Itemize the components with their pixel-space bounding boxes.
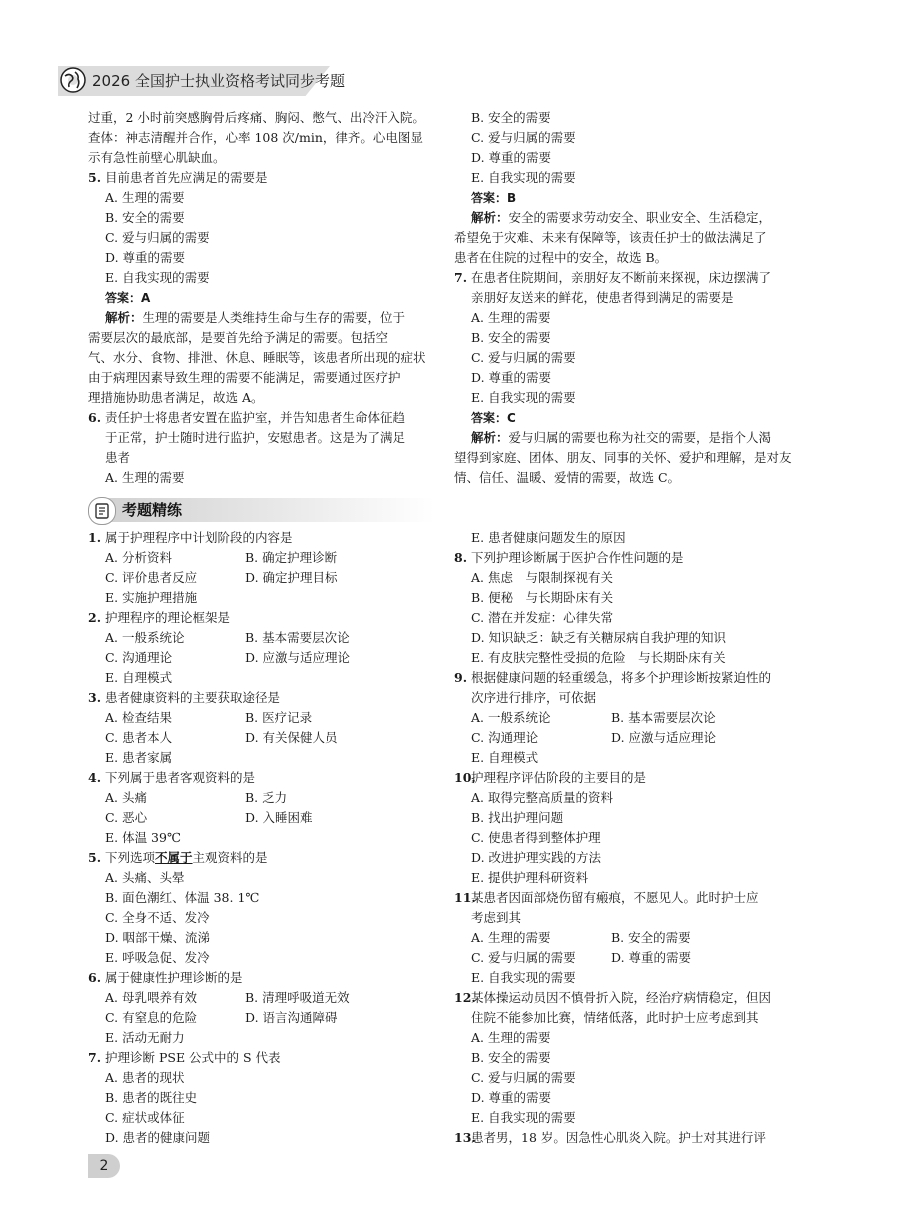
- option-row: [454, 928, 802, 948]
- option-row: [454, 948, 802, 968]
- practice-question-5: [88, 848, 436, 868]
- option: A. 头痛、头晕: [105, 870, 185, 885]
- option: E. 有皮肤完整性受损的危险 与长期卧床有关: [471, 650, 726, 665]
- option: A. 生理的需要: [471, 1030, 551, 1045]
- option: B. 基本需要层次论: [245, 630, 350, 645]
- question-stem: 属于健康性护理诊断的是: [105, 970, 243, 985]
- practice-question-9: [454, 668, 802, 688]
- explanation-line: 情、信任、温暖、爱情的需要，故选 C。: [454, 470, 681, 485]
- option: A. 一般系统论: [105, 630, 185, 645]
- question-number: 9.: [454, 670, 468, 685]
- option: C. 恶心: [105, 810, 148, 825]
- option: A. 生理的需要: [105, 470, 185, 485]
- option: B. 安全的需要: [471, 330, 551, 345]
- option: D. 改进护理实践的方法: [471, 850, 602, 865]
- option: E. 自我实现的需要: [471, 390, 576, 405]
- practice-question-13: [454, 1128, 802, 1148]
- option-row: [88, 988, 436, 1008]
- explanation-line: 望得到家庭、团体、朋友、同事的关怀、爱护和理解，是对友: [454, 450, 792, 465]
- answer: 答案：A: [105, 291, 151, 305]
- option: B. 找出护理问题: [471, 810, 564, 825]
- question-6: [88, 408, 436, 428]
- option: C. 患者本人: [105, 730, 173, 745]
- option: D. 尊重的需要: [471, 370, 552, 385]
- question-number: 7.: [88, 1050, 102, 1065]
- practice-left-column: [88, 528, 436, 1148]
- option: B. 安全的需要: [105, 210, 185, 225]
- option: E. 体温 39℃: [105, 830, 181, 845]
- intro-line: 过重，2 小时前突感胸骨后疼痛、胸闷、憋气、出冷汗入院。: [88, 110, 425, 125]
- option: D. 有关保健人员: [245, 730, 338, 745]
- option: C. 评价患者反应: [105, 570, 198, 585]
- question-stem: 护理诊断 PSE 公式中的 S 代表: [105, 1050, 281, 1065]
- question-number: 3.: [88, 690, 102, 705]
- explanation-line: 理措施协助患者满足，故选 A。: [88, 390, 264, 405]
- question-number: 6.: [88, 970, 102, 985]
- question-stem-line: 考虑到其: [471, 910, 522, 925]
- explanation-label: 解析：: [471, 210, 509, 225]
- practice-question-8: [454, 548, 802, 568]
- explanation-line: 生理的需要是人类维持生命与生存的需要，位于: [142, 310, 406, 325]
- option: D. 应激与适应理论: [611, 730, 717, 745]
- option: C. 爱与归属的需要: [471, 130, 576, 145]
- top-left-column: [88, 108, 436, 488]
- question-number: 11.: [454, 890, 476, 905]
- option: C. 症状或体征: [105, 1110, 185, 1125]
- option: E. 自理模式: [105, 670, 173, 685]
- option: E. 自我实现的需要: [471, 1110, 576, 1125]
- option: B. 面色潮红、体温 38. 1℃: [105, 890, 260, 905]
- option: D. 语言沟通障碍: [245, 1010, 338, 1025]
- option-row: [88, 648, 436, 668]
- option: C. 沟通理论: [471, 730, 539, 745]
- option: A. 头痛: [105, 790, 147, 805]
- page-number: 2: [88, 1154, 120, 1178]
- practice-question-2: [88, 608, 436, 628]
- question-stem: 下列选项: [105, 850, 156, 865]
- option-row: [88, 1008, 436, 1028]
- globe-logo-icon: [60, 67, 86, 93]
- explanation-line: 患者在住院的过程中的安全，故选 B。: [454, 250, 668, 265]
- option: C. 爱与归属的需要: [471, 350, 576, 365]
- question-stem: 主观资料的是: [192, 850, 268, 865]
- option: B. 患者的既往史: [105, 1090, 198, 1105]
- question-stem: 下列护理诊断属于医护合作性问题的是: [471, 550, 684, 565]
- option-row: [88, 708, 436, 728]
- option: D. 入睡困难: [245, 810, 313, 825]
- practice-question-4: [88, 768, 436, 788]
- option: E. 患者家属: [105, 750, 173, 765]
- question-stem-line: 住院不能参加比赛，情绪低落，此时护士应考虑到其: [471, 1010, 759, 1025]
- option: D. 尊重的需要: [471, 1090, 552, 1105]
- option: B. 清理呼吸道无效: [245, 990, 350, 1005]
- option: B. 安全的需要: [471, 110, 551, 125]
- option: A. 一般系统论: [471, 710, 551, 725]
- option: C. 有窒息的危险: [105, 1010, 198, 1025]
- intro-line: 示有急性前壁心肌缺血。: [88, 150, 226, 165]
- practice-question-11: [454, 888, 802, 908]
- option: E. 实施护理措施: [105, 590, 198, 605]
- option: A. 焦虑 与限制探视有关: [471, 570, 613, 585]
- option: A. 检查结果: [105, 710, 172, 725]
- option: C. 爱与归属的需要: [471, 1070, 576, 1085]
- option: C. 潜在并发症：心律失常: [471, 610, 614, 625]
- explanation-line: 希望免于灾难、未来有保障等，该责任护士的做法满足了: [454, 230, 767, 245]
- option: A. 母乳喂养有效: [105, 990, 197, 1005]
- option: E. 自我实现的需要: [471, 170, 576, 185]
- practice-question-6: [88, 968, 436, 988]
- option: D. 应激与适应理论: [245, 650, 351, 665]
- top-right-column: [454, 108, 802, 488]
- option: C. 爱与归属的需要: [471, 950, 576, 965]
- question-stem-line: 亲朋好友送来的鲜花，使患者得到满足的需要是: [471, 290, 734, 305]
- explanation: [454, 208, 802, 228]
- option: A. 患者的现状: [105, 1070, 185, 1085]
- option: E. 活动无耐力: [105, 1030, 185, 1045]
- option: B. 安全的需要: [471, 1050, 551, 1065]
- section-header: [88, 498, 434, 522]
- header-title: 2026 全国护士执业资格考试同步考题: [92, 72, 345, 90]
- option: D. 知识缺乏：缺乏有关糖尿病自我护理的知识: [471, 630, 727, 645]
- answer: 答案：C: [471, 411, 516, 425]
- question-stem: 某患者因面部烧伤留有瘢痕，不愿见人。此时护士应: [471, 890, 759, 905]
- question-number: 13.: [454, 1130, 476, 1145]
- option: E. 患者健康问题发生的原因: [471, 530, 626, 545]
- practice-right-column: [454, 528, 802, 1148]
- question-7: [454, 268, 802, 288]
- option: A. 生理的需要: [471, 310, 551, 325]
- question-stem: 下列属于患者客观资料的是: [105, 770, 256, 785]
- question-number: 6.: [88, 410, 102, 425]
- option: C. 全身不适、发冷: [105, 910, 210, 925]
- option: B. 基本需要层次论: [611, 710, 716, 725]
- emphasis-underline: 不属于: [155, 850, 193, 865]
- option: E. 呼吸急促、发冷: [105, 950, 210, 965]
- question-number: 7.: [454, 270, 468, 285]
- question-stem: 护理程序评估阶段的主要目的是: [471, 770, 647, 785]
- option: B. 乏力: [245, 790, 288, 805]
- explanation-line: 安全的需要求劳动安全、职业安全、生活稳定，: [508, 210, 772, 225]
- option-row: [88, 808, 436, 828]
- option: C. 使患者得到整体护理: [471, 830, 601, 845]
- question-stem-line: 患者: [105, 450, 131, 465]
- option-row: [454, 728, 802, 748]
- question-number: 1.: [88, 530, 102, 545]
- question-number: 5.: [88, 850, 102, 865]
- option: C. 爱与归属的需要: [105, 230, 210, 245]
- option: E. 自理模式: [471, 750, 539, 765]
- option: B. 便秘 与长期卧床有关: [471, 590, 614, 605]
- option: D. 患者的健康问题: [105, 1130, 211, 1145]
- option: D. 确定护理目标: [245, 570, 338, 585]
- option-row: [88, 788, 436, 808]
- option: A. 生理的需要: [105, 190, 185, 205]
- option: E. 自我实现的需要: [471, 970, 576, 985]
- notebook-icon: [88, 497, 116, 525]
- explanation: [88, 308, 436, 328]
- explanation-line: 由于病理因素导致生理的需要不能满足，需要通过医疗护: [88, 370, 401, 385]
- question-stem: 目前患者首先应满足的需要是: [105, 170, 268, 185]
- question-stem: 患者健康资料的主要获取途径是: [105, 690, 281, 705]
- question-stem: 根据健康问题的轻重缓急，将多个护理诊断按紧迫性的: [471, 670, 772, 685]
- question-stem: 患者男，18 岁。因急性心肌炎入院。护士对其进行评: [471, 1130, 766, 1145]
- option: B. 确定护理诊断: [245, 550, 338, 565]
- practice-question-10: [454, 768, 802, 788]
- option-row: [454, 708, 802, 728]
- explanation: [454, 428, 802, 448]
- option: D. 尊重的需要: [105, 250, 186, 265]
- option: A. 生理的需要: [471, 930, 551, 945]
- question-number: 5.: [88, 170, 102, 185]
- explanation-line: 气、水分、食物、排泄、休息、睡眠等，该患者所出现的症状: [88, 350, 426, 365]
- question-stem: 护理程序的理论框架是: [105, 610, 231, 625]
- option: B. 医疗记录: [245, 710, 313, 725]
- option: E. 提供护理科研资料: [471, 870, 589, 885]
- answer: 答案：B: [471, 191, 517, 205]
- section-title: 考题精练: [122, 501, 183, 519]
- question-5: [88, 168, 436, 188]
- option: A. 分析资料: [105, 550, 172, 565]
- explanation-line: 爱与归属的需要也称为社交的需要，是指个人渴: [508, 430, 772, 445]
- option: E. 自我实现的需要: [105, 270, 210, 285]
- explanation-label: 解析：: [105, 310, 143, 325]
- option: D. 咽部干燥、流涕: [105, 930, 211, 945]
- practice-question-7: [88, 1048, 436, 1068]
- option: D. 尊重的需要: [471, 150, 552, 165]
- option: C. 沟通理论: [105, 650, 173, 665]
- question-number: 4.: [88, 770, 102, 785]
- explanation-label: 解析：: [471, 430, 509, 445]
- question-stem: 责任护士将患者安置在监护室，并告知患者生命体征趋: [105, 410, 406, 425]
- question-number: 2.: [88, 610, 102, 625]
- option-row: [88, 628, 436, 648]
- option-row: [88, 728, 436, 748]
- practice-question-1: [88, 528, 436, 548]
- question-stem: 属于护理程序中计划阶段的内容是: [105, 530, 293, 545]
- question-stem: 在患者住院期间，亲朋好友不断前来探视，床边摆满了: [471, 270, 772, 285]
- option: D. 尊重的需要: [611, 950, 692, 965]
- practice-question-12: [454, 988, 802, 1008]
- question-number: 12.: [454, 990, 476, 1005]
- question-stem-line: 次序进行排序，可依据: [471, 690, 597, 705]
- explanation-line: 需要层次的最底部，是要首先给予满足的需要。包括空: [88, 330, 389, 345]
- option: A. 取得完整高质量的资料: [471, 790, 613, 805]
- question-stem-line: 于正常，护士随时进行监护，安慰患者。这是为了满足: [105, 430, 406, 445]
- option-row: [88, 568, 436, 588]
- option: B. 安全的需要: [611, 930, 691, 945]
- option-row: [88, 548, 436, 568]
- question-stem: 某体操运动员因不慎骨折入院，经治疗病情稳定，但因: [471, 990, 772, 1005]
- intro-line: 查体：神志清醒并合作，心率 108 次/min，律齐。心电图显: [88, 130, 423, 145]
- practice-question-3: [88, 688, 436, 708]
- question-number: 8.: [454, 550, 468, 565]
- question-number: 10.: [454, 770, 476, 785]
